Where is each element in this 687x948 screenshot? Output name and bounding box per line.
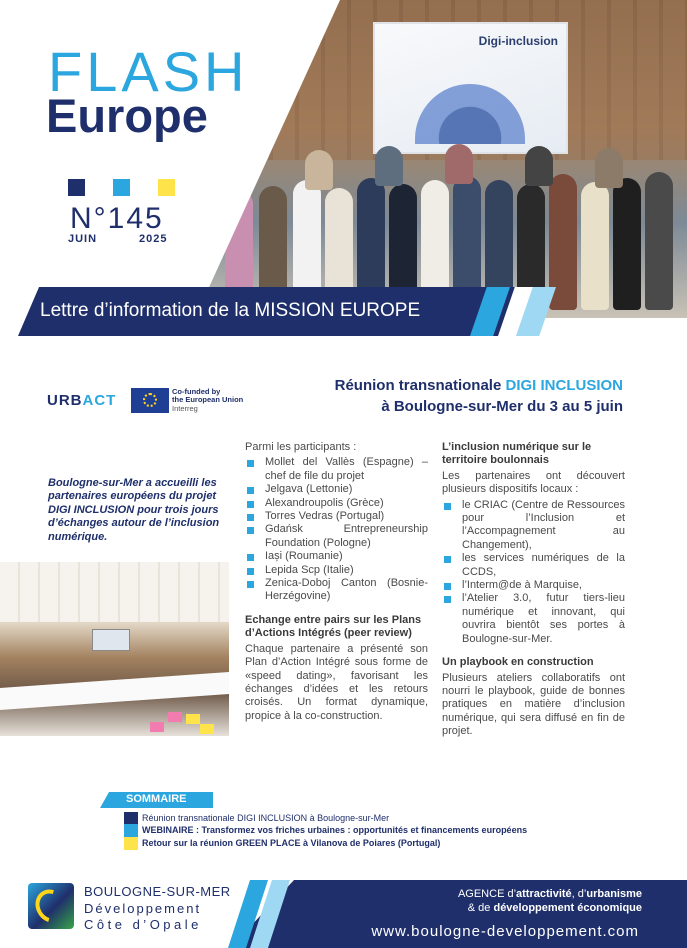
participants-list (245, 456, 428, 603)
peer-review-text: Chaque partenaire a présenté son Plan d’Action Intégré sous forme de «speed dating», favorisant les échanges d’idées et les retours croisés. Un format dynamique, propice à la co-construction. (245, 642, 428, 722)
issue-year: 2025 (139, 233, 168, 245)
yellow-square-icon (124, 837, 138, 850)
list-item: Gdańsk Entrepreneurship Foundation (Pologne) (245, 523, 428, 550)
projection-screen (373, 22, 568, 154)
band-title: Lettre d’information de la MISSION EUROPE (40, 300, 421, 321)
list-item: Alexandroupolis (Grèce) (245, 497, 428, 510)
list-item: Zenica-Doboj Canton (Bosnie-Herzégovine) (245, 577, 428, 604)
list-item: Mollet del Vallès (Espagne) – chef de file du projet (245, 456, 428, 483)
bsm-logo-icon (28, 883, 74, 929)
cofunded-logo: Co-funded by the European Union Interreg (172, 387, 244, 413)
agency-tagline-line2: & de développement économique (467, 902, 642, 914)
local-text: Les partenaires ont découvert plusieurs dispositifs locaux : (442, 469, 625, 496)
column-right (442, 441, 625, 739)
org-name-line3: Côte d’Opale (84, 917, 202, 932)
list-item: les services numériques de la CCDS, (442, 552, 625, 579)
list-item: l’Interm@de à Marquise, (442, 579, 625, 592)
peer-review-heading: Echange entre pairs sur les Plans d’Actions Intégrés (peer review) (245, 613, 422, 640)
list-item: le CRIAC (Centre de Ressources pour l’Inclusion et l’Accompagnement au Changement), (442, 499, 625, 553)
masthead-flash: FLASH (48, 40, 249, 103)
sommaire-title: SOMMAIRE (126, 793, 187, 805)
column-left (245, 441, 428, 723)
screen-title: Digi-inclusion (478, 34, 558, 48)
participants-heading: Parmi les participants : (245, 441, 357, 453)
agency-tagline-line1: AGENCE d’attractivité, d’urbanisme (457, 888, 642, 900)
wave-illustration (415, 84, 525, 144)
list-item: Lepida Scp (Italie) (245, 564, 428, 577)
urbact-logo: URBACT (47, 392, 117, 409)
masthead-europe: Europe (46, 89, 208, 142)
org-name-line2: Développement (84, 901, 202, 916)
cyan-square-icon (124, 824, 138, 837)
local-list (442, 499, 625, 646)
list-item: Iași (Roumanie) (245, 550, 428, 563)
org-name-line1: BOULOGNE-SUR-MER (84, 884, 231, 899)
eu-flag-icon (131, 388, 169, 413)
article-title: Réunion transnationale DIGI INCLUSION (334, 377, 623, 394)
article-intro: Boulogne-sur-Mer a accueilli les partenaires européens du projet DIGI INCLUSION pour trois jours d’échanges autour de l’inclusion numérique. (48, 477, 220, 543)
issue-month: JUIN (68, 233, 98, 245)
list-item: Jelgava (Lettonie) (245, 483, 428, 496)
article-subtitle: à Boulogne-sur-Mer du 3 au 5 juin (381, 398, 623, 415)
website-link[interactable]: www.boulogne-developpement.com (371, 923, 639, 940)
list-item: Torres Vedras (Portugal) (245, 510, 428, 523)
issue-number: N°145 (70, 202, 164, 235)
playbook-text: Plusieurs ateliers collaboratifs ont nourri le playbook, guide de bonnes pratiques en matière d’inclusion numérique, qui sera diffusé en fin de projet. (442, 671, 625, 738)
local-heading: L’inclusion numérique sur le territoire boulonnais (442, 441, 592, 467)
meeting-room-photo (0, 562, 229, 736)
list-item: l’Atelier 3.0, futur tiers-lieu numérique et innovant, qui ouvrira bientôt ses portes à Boulogne-sur-Mer. (442, 592, 625, 646)
playbook-heading: Un playbook en construction (442, 656, 594, 669)
